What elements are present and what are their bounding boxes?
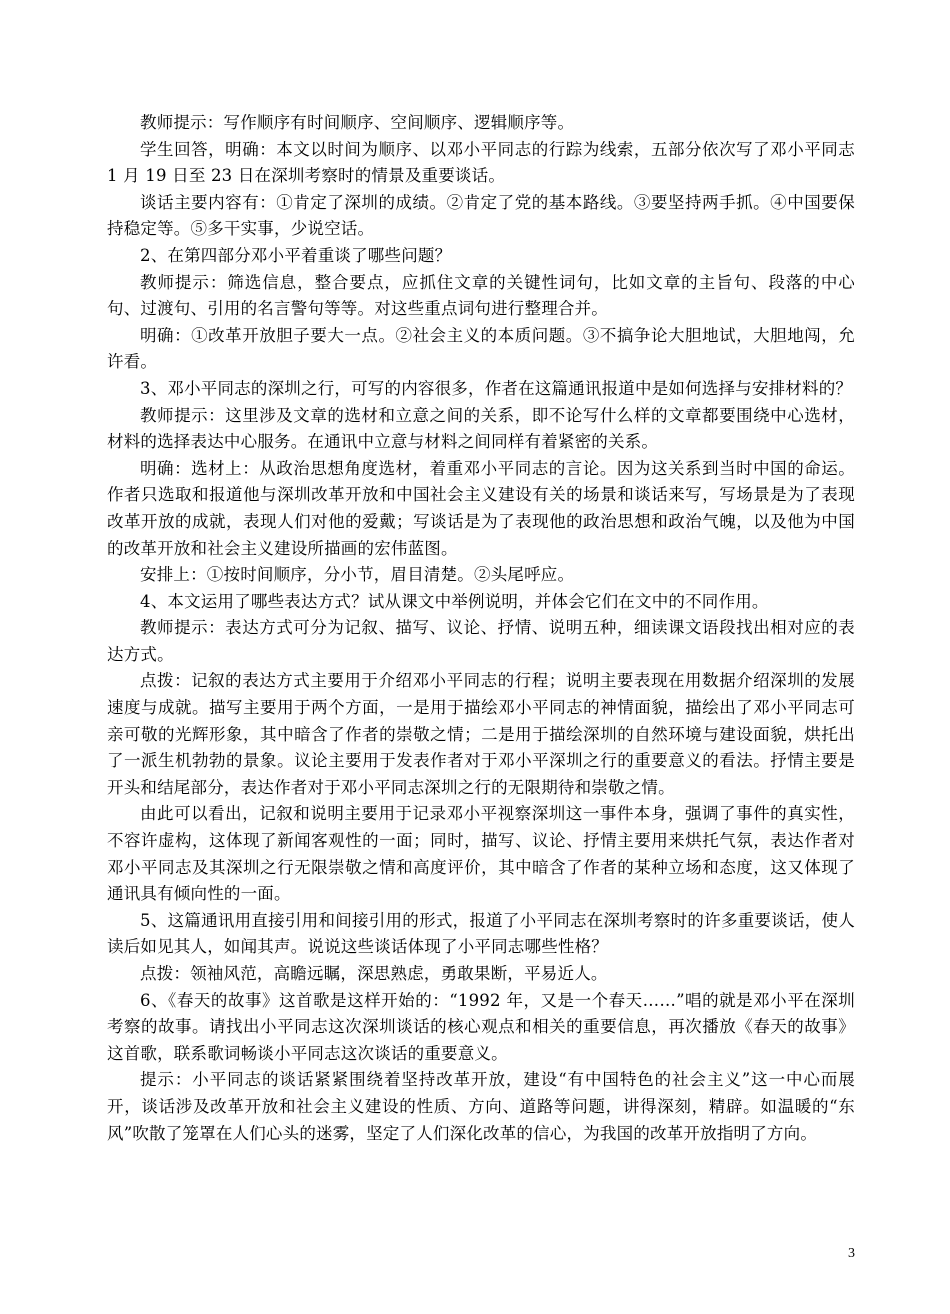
paragraph-guidance-expression: 点拨：记叙的表达方式主要用于介绍邓小平同志的行程；说明主要表现在用数据介绍深圳的发展速度与成就。描写主要用于两个方面，一是用于描绘邓小平同志的神情面貌，描绘出了邓小平同志可亲可敬的光辉形象，其中暗含了作者的崇敬之情；二是用于描绘深圳的自然环境与建设面貌，烘托出了一派生机勃勃的景象。议论主要用于发表作者对于邓小平深圳之行的重要意义的看法。抒情主要是开头和结尾部分，表达作者对于邓小平同志深圳之行的无限期待和崇敬之情。 xyxy=(107,671,855,797)
paragraph-talk-content: 谈话主要内容有：①肯定了深圳的成绩。②肯定了党的基本路线。③要坚持两手抓。④中国要保持稳定等。⑤多干实事，少说空话。 xyxy=(107,192,855,239)
question-4: 4、本文运用了哪些表达方式？试从课文中举例说明，并体会它们在文中的不同作用。 xyxy=(140,591,769,611)
paragraph-teacher-hint-filter: 教师提示：筛选信息，整合要点，应抓住文章的关键性词句，比如文章的主旨句、段落的中心句、过渡句、引用的名言警句等等。对这些重点词句进行整理合并。 xyxy=(107,272,855,319)
question-6: 6、《春天的故事》这首歌是这样开始的：“1992 年，又是一个春天……”唱的就是邓小平在深圳考察的故事。请找出小平同志这次深圳谈话的核心观点和相关的重要信息，再次播放《春天的故事》这首歌，联系歌词畅谈小平同志这次谈话的重要意义。 xyxy=(107,990,855,1063)
paragraph-teacher-hint-order: 教师提示：写作顺序有时间顺序、空间顺序、逻辑顺序等。 xyxy=(140,113,575,132)
paragraph-teacher-hint-material: 教师提示：这里涉及文章的选材和立意之间的关系，即不论写什么样的文章都要围绕中心选材，材料的选择表达中心服务。在通讯中立意与材料之间同样有着紧密的关系。 xyxy=(107,405,855,452)
paragraph-answer-2: 明确：①改革开放胆子要大一点。②社会主义的本质问题。③不搞争论大胆地试，大胆地闯，允许看。 xyxy=(107,325,855,372)
question-2: 2、在第四部分邓小平着重谈了哪些问题？ xyxy=(140,245,452,265)
paragraph-student-answer: 学生回答，明确：本文以时间为顺序、以邓小平同志的行踪为线索，五部分依次写了邓小平同志 1 月 19 日至 23 日在深圳考察时的情景及重要谈话。 xyxy=(107,139,855,186)
paragraph-hint-significance: 提示：小平同志的谈话紧紧围绕着坚持改革开放，建设“有中国特色的社会主义”这一中心而展开，谈话涉及改革开放和社会主义建设的性质、方向、道路等问题，讲得深刻，精辟。如温暖的“东风”吹散了笼罩在人们心头的迷雾，坚定了人们深化改革的信心，为我国的改革开放指明了方向。 xyxy=(107,1070,855,1143)
page-number: 3 xyxy=(848,1246,855,1261)
paragraph-answer-3-selection: 明确：选材上：从政治思想角度选材，着重邓小平同志的言论。因为这关系到当时中国的命运。作者只选取和报道他与深圳改革开放和中国社会主义建设有关的场景和谈话来写，写场景是为了表现改革开放的成就，表现人们对他的爱戴；写谈话是为了表现他的政治思想和政治气魄，以及他为中国的改革开放和社会主义建设所描画的宏伟蓝图。 xyxy=(107,458,855,558)
paragraph-guidance-character: 点拨：领袖风范，高瞻远瞩，深思熟虑，勇敢果断，平易近人。 xyxy=(140,964,608,983)
question-5: 5、这篇通讯用直接引用和间接引用的形式，报道了小平同志在深圳考察时的许多重要谈话，使人读后如见其人，如闻其声。说说这些谈话体现了小平同志哪些性格？ xyxy=(107,910,855,957)
document-body xyxy=(107,110,855,1147)
paragraph-conclusion-expression: 由此可以看出，记叙和说明主要用于记录邓小平视察深圳这一事件本身，强调了事件的真实性，不容许虚构，这体现了新闻客观性的一面；同时，描写、议论、抒情主要用来烘托气氛，表达作者对邓小平同志及其深圳之行无限崇敬之情和高度评价，其中暗含了作者的某种立场和态度，这又体现了通讯具有倾向性的一面。 xyxy=(107,804,855,904)
paragraph-teacher-hint-expression: 教师提示：表达方式可分为记叙、描写、议论、抒情、说明五种，细读课文语段找出相对应的表达方式。 xyxy=(107,618,855,664)
paragraph-answer-3-arrangement: 安排上：①按时间顺序，分小节，眉目清楚。②头尾呼应。 xyxy=(140,565,575,585)
question-3: 3、邓小平同志的深圳之行，可写的内容很多，作者在这篇通讯报道中是如何选择与安排材料的？ xyxy=(140,378,853,398)
